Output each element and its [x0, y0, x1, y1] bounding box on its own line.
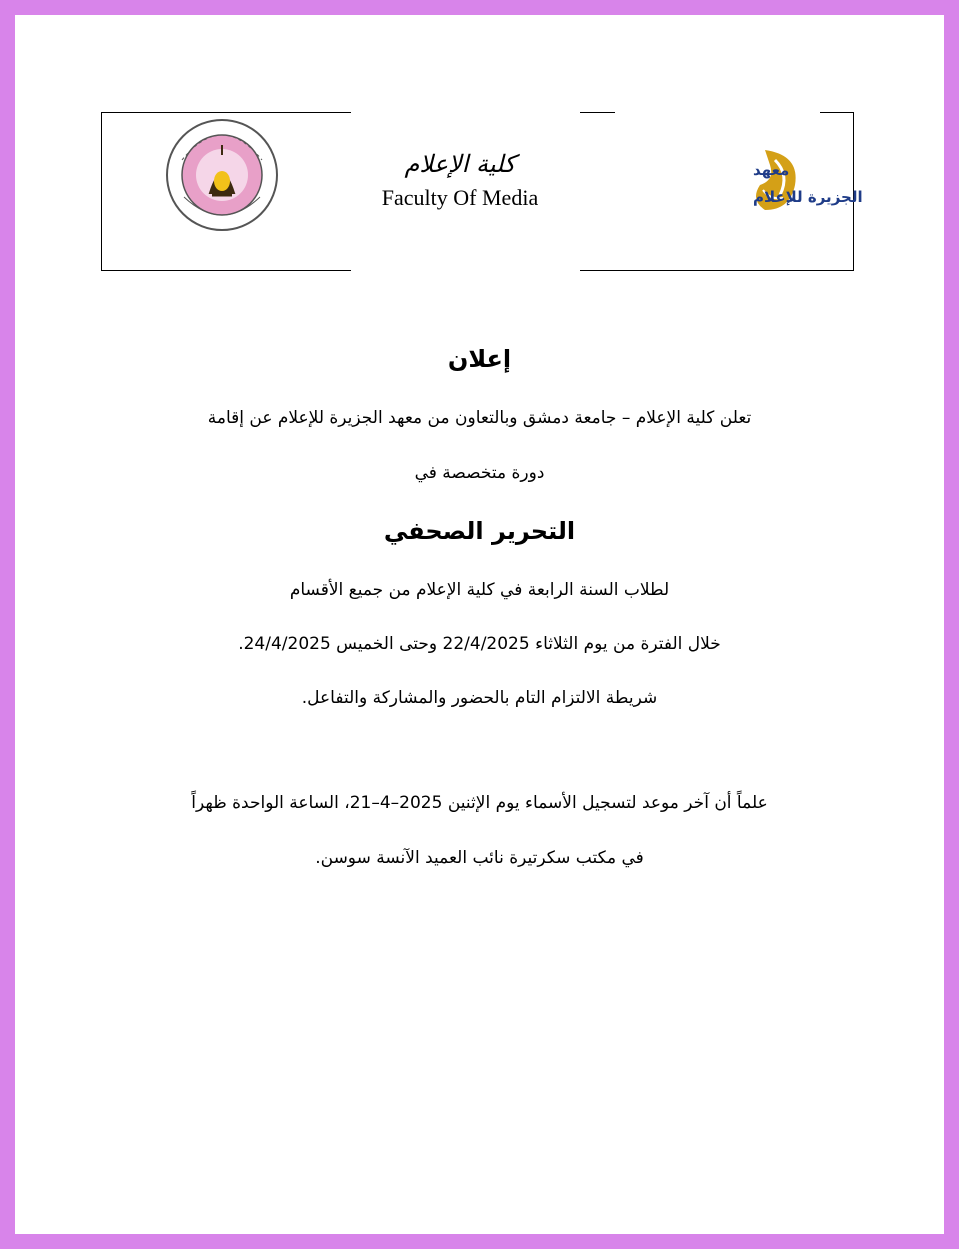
frame-top-mid2	[291, 112, 351, 113]
announcement-title: إعلان	[447, 345, 512, 373]
audience-line: لطلاب السنة الرابعة في كلية الإعلام من جميع الأقسام	[289, 580, 670, 600]
location-line: في مكتب سكرتيرة نائب العميد الآنسة سوسن.	[315, 848, 644, 868]
frame-bottom-right	[580, 270, 854, 271]
frame-left	[101, 112, 102, 271]
period-line: خلال الفترة من يوم الثلاثاء 22/4/2025 وحتى الخميس 24/4/2025.	[238, 634, 721, 654]
damascus-university-seal-icon	[162, 115, 282, 235]
deadline-line: علماً أن آخر موعد لتسجيل الأسماء يوم الإثنين 2025–4–21، الساعة الواحدة ظهراً	[191, 793, 768, 813]
frame-top-mid	[580, 112, 615, 113]
document-page	[15, 15, 944, 1234]
al-jazeera-logo-line1: معهد	[753, 161, 790, 179]
faculty-title-arabic: كلية الإعلام	[404, 150, 516, 178]
frame-bottom-left	[101, 270, 351, 271]
frame-top-right	[820, 112, 854, 113]
al-jazeera-logo-line2: الجزيرة للإعلام	[753, 188, 863, 206]
al-jazeera-logo-icon	[625, 140, 863, 220]
announcement-intro: تعلن كلية الإعلام – جامعة دمشق وبالتعاون من معهد الجزيرة للإعلام عن إقامة	[207, 408, 752, 428]
faculty-title-english: Faculty Of Media	[381, 185, 539, 210]
course-subject: التحرير الصحفي	[383, 517, 576, 545]
condition-line: شريطة الالتزام التام بالحضور والمشاركة والتفاعل.	[301, 688, 658, 708]
course-line: دورة متخصصة في	[414, 463, 545, 483]
